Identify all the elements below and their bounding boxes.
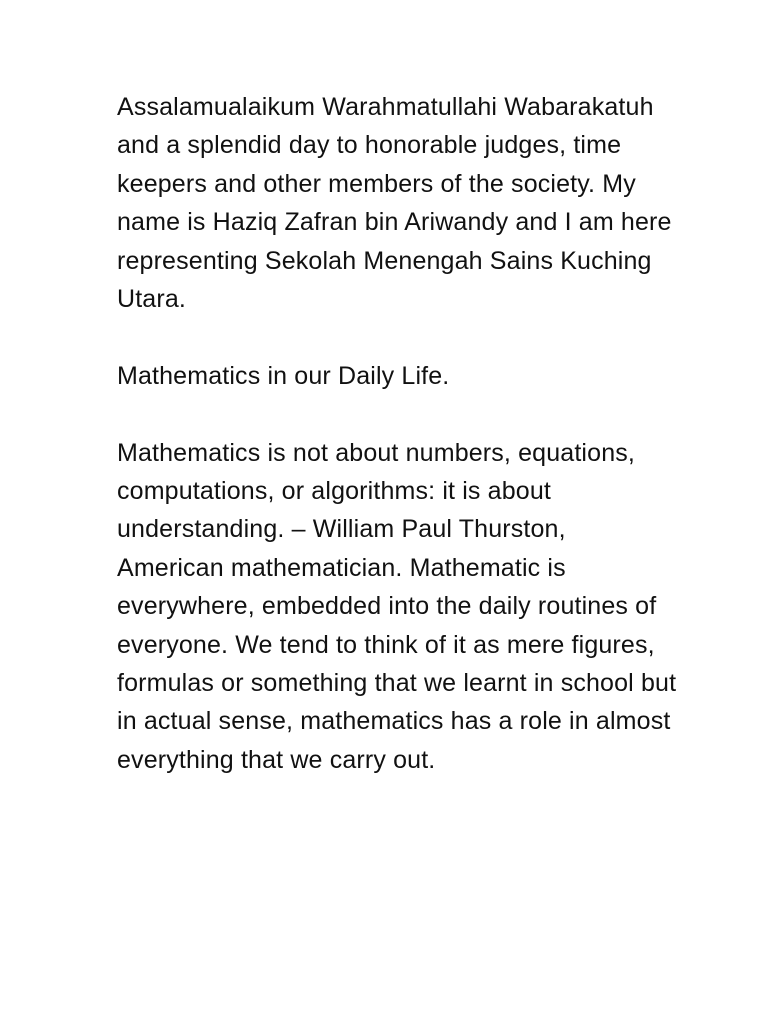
topic-heading: Mathematics in our Daily Life. xyxy=(117,361,450,390)
document-page xyxy=(117,88,677,779)
body-paragraph: Mathematics is not about numbers, equations, computations, or algorithms: it is about understanding. – William Paul Thurston, American mathematician. Mathematic is everywhere, embedded into the daily routines of everyone. We tend to think of it as mere figures, formulas or something that we learnt in school but in actual sense, mathematics has a role in almost everything that we carry out. xyxy=(117,438,677,774)
paragraph-spacer xyxy=(117,318,677,356)
paragraph-spacer xyxy=(117,395,677,433)
intro-paragraph: Assalamualaikum Warahmatullahi Wabarakatuh and a splendid day to honorable judges, time keepers and other members of the society. My name is Haziq Zafran bin Ariwandy and I am here representing Sekolah Menengah Sains Kuching Utara. xyxy=(117,93,672,314)
